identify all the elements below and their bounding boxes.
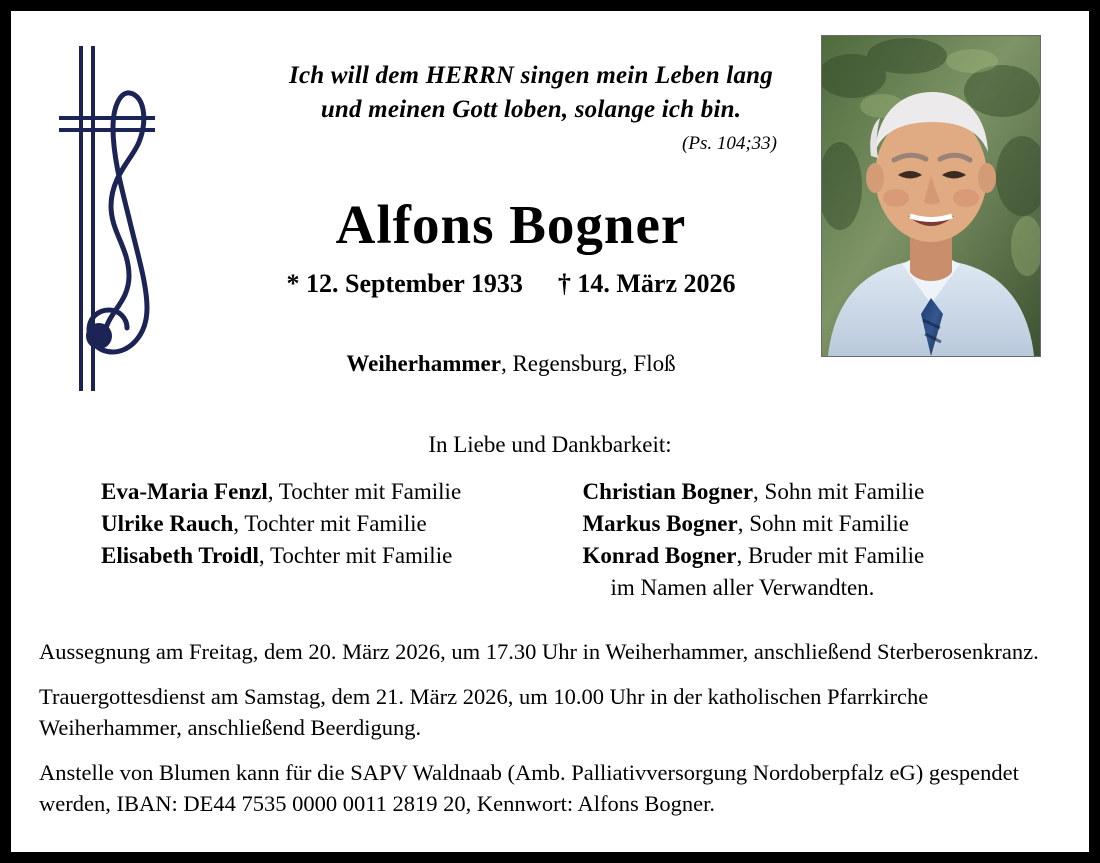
family-member-relation: , Tochter mit Familie [267, 479, 462, 504]
family-member-name: Christian Bogner [582, 479, 754, 504]
family-member-relation: , Tochter mit Familie [258, 543, 453, 568]
family-member-name: Elisabeth Troidl [101, 543, 259, 568]
service-information [39, 636, 1059, 819]
cross-with-treble-clef-icon [59, 36, 189, 406]
family-member-name: Eva-Maria Fenzl [101, 479, 268, 504]
family-closing-line: im Namen aller Verwandten. [610, 575, 875, 600]
family-column-left [71, 476, 555, 604]
family-member-relation: , Sohn mit Familie [737, 511, 909, 536]
family-member-relation: , Sohn mit Familie [753, 479, 925, 504]
info-paragraph-service: Trauergottesdienst am Samstag, dem 21. März 2026, um 10.00 Uhr in der katholischen Pfarrkirche Weiherhammer, anschließend Beerdigung. [39, 684, 929, 740]
verse-reference: (Ps. 104;33) [682, 133, 777, 154]
info-paragraph-donation: Anstelle von Blumen kann für die SAPV Waldnaab (Amb. Palliativversorgung Nordoberpfalz eG) gespendet werden, IBAN: DE44 7535 0000 0011 2819 20, Kennwort: Alfons Bogner. [39, 760, 1019, 816]
deceased-name: Alfons Bogner [335, 194, 687, 255]
family-column-right [560, 476, 1036, 604]
other-places: , Regensburg, Floß [500, 351, 676, 376]
portrait-photo [821, 35, 1041, 357]
family-member-name: Ulrike Rauch [101, 511, 234, 536]
life-dates [201, 269, 821, 299]
family-member [582, 476, 1036, 508]
death-date: † 14. März 2026 [557, 269, 736, 298]
family-list [71, 476, 1036, 604]
family-member-relation: , Bruder mit Familie [736, 543, 925, 568]
info-paragraph-blessing: Aussegnung am Freitag, dem 20. März 2026, um 17.30 Uhr in Weiherhammer, anschließend Sterberosenkranz. [39, 639, 1039, 664]
verse-line-2: und meinen Gott loben, solange ich bin. [320, 96, 742, 123]
obituary-card [11, 11, 1089, 852]
family-member [101, 476, 555, 508]
family-member-name: Markus Bogner [582, 511, 738, 536]
family-member [101, 508, 555, 540]
verse-line-1: Ich will dem HERRN singen mein Leben lang [289, 62, 773, 89]
verse-block [211, 59, 851, 155]
family-member [582, 540, 1036, 572]
family-member [582, 508, 1036, 540]
places-line [201, 351, 821, 377]
family-member [101, 540, 555, 572]
dedication-line: In Liebe und Dankbarkeit: [428, 432, 672, 457]
birth-date: * 12. September 1933 [286, 269, 523, 298]
primary-place: Weiherhammer [346, 351, 501, 376]
family-member-name: Konrad Bogner [582, 543, 737, 568]
family-member-relation: , Tochter mit Familie [233, 511, 427, 536]
